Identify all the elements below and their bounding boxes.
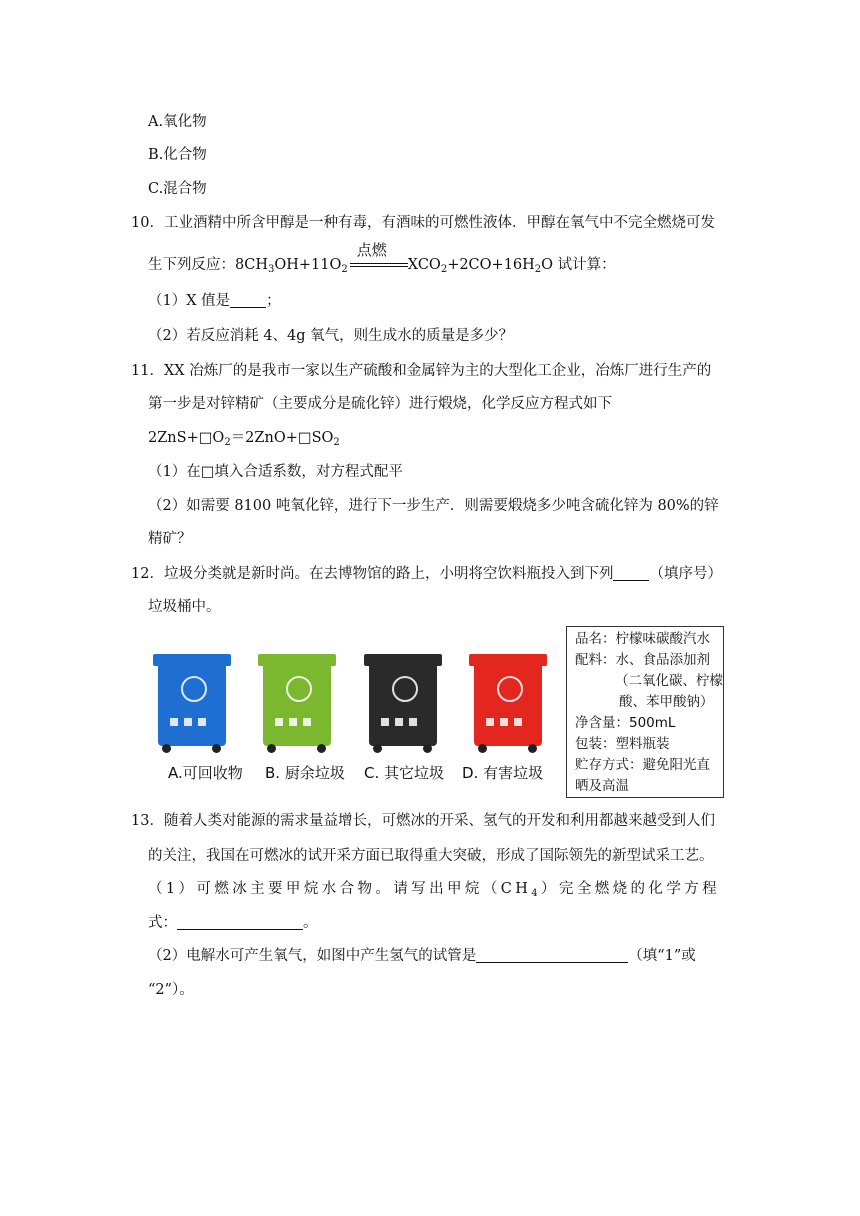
q13-text-line1: 13．随着人类对能源的需求量益增长，可燃冰的开采、氢气的开发和利用都越来越受到人们 — [131, 813, 715, 829]
option-c: C.混合物 — [148, 181, 207, 197]
q13-sub1-cont: 式： 。 — [148, 915, 318, 931]
hazard-icon — [497, 676, 523, 702]
q13-sub2-cont: “2”）。 — [148, 982, 194, 998]
option-a: A.氧化物 — [148, 114, 207, 130]
bin-caption-d: D. 有害垃圾 — [462, 764, 544, 782]
label-storage-cont: 晒及高温 — [575, 778, 629, 794]
q10-answer-blank[interactable] — [230, 292, 266, 308]
q11-sub1: （1）在□填入合适系数，对方程式配平 — [148, 464, 403, 480]
q13-sub1: （1）可燃冰主要甲烷水合物。请写出甲烷$(CH_4)$完全燃烧的化学方程 — [148, 881, 721, 899]
q10-sub2: （2）若反应消耗 4、4g 氧气，则生成水的质量是多少？ — [148, 328, 514, 344]
triangle-icon — [392, 676, 418, 702]
hazardous-waste-bin — [472, 654, 544, 756]
q11-sub2-cont: 精矿？ — [148, 531, 192, 547]
q12-text-line2: 垃圾桶中。 — [148, 599, 221, 615]
q13-equation-blank[interactable] — [177, 914, 303, 930]
food-icon — [286, 676, 312, 702]
label-packaging: 包装：塑料瓶装 — [575, 736, 670, 752]
q13-sub2: （2）电解水可产生氧气，如图中产生氢气的试管是 （填“1”或 — [148, 948, 696, 964]
q10-text-line1: 10．工业酒精中所含甲醇是一种有毒，有酒味的可燃性液体．甲醇在氧气中不完全燃烧可发 — [131, 215, 715, 231]
label-ingredients: 配料：水、食品添加剂 — [575, 652, 710, 668]
recyclable-bin — [156, 654, 228, 756]
label-storage: 贮存方式：避免阳光直 — [575, 757, 710, 773]
other-waste-bin — [367, 654, 439, 756]
option-b: B.化合物 — [148, 147, 207, 163]
kitchen-waste-bin — [261, 654, 333, 756]
q13-tube-blank[interactable] — [476, 947, 628, 963]
label-name: 品名：柠檬味碳酸汽水 — [575, 631, 710, 647]
q11-text-line1: 11．XX 冶炼厂的是我市一家以生产硫酸和金属锌为主的大型化工企业，冶炼厂进行生产的 — [131, 363, 712, 379]
q11-equation: $2ZnS+□O_2=2ZnO+□SO_2$ — [148, 430, 340, 448]
q11-sub2: （2）如需要 8100 吨氧化锌，进行下一步生产．则需要煅烧多少吨含硫化锌为 80%的锌 — [148, 498, 719, 514]
q11-text-line2: 第一步是对锌精矿（主要成分是硫化锌）进行煅烧，化学反应方程式如下 — [148, 396, 612, 412]
bin-caption-c: C. 其它垃圾 — [364, 764, 445, 782]
q10-equation: 生下列反应：$8CH_3OH+11O_2$ 点燃 $XCO_2+2CO+16H_2O$ 试计算： — [148, 241, 616, 275]
label-ingredients-cont1: （二氧化碳、柠檬 — [615, 673, 723, 689]
q13-text-line2: 的关注，我国在可燃冰的试开采方面已取得重大突破，形成了国际领先的新型试采工艺。 — [148, 848, 714, 864]
q10-sub1: （1）X 值是 ； — [148, 293, 281, 309]
q12-text-line1: 12．垃圾分类就是新时尚。在去博物馆的路上，小明将空饮料瓶投入到下列 （填序号） — [131, 566, 722, 582]
q12-answer-blank[interactable] — [613, 565, 649, 581]
bin-caption-a: A.可回收物 — [168, 764, 243, 782]
product-label — [566, 626, 724, 798]
bin-caption-b: B. 厨余垃圾 — [265, 764, 345, 782]
label-volume: 净含量：500mL — [575, 715, 676, 731]
reaction-condition: 点燃 — [348, 253, 408, 273]
label-ingredients-cont2: 酸、苯甲酸钠） — [619, 694, 714, 710]
recycle-icon — [181, 676, 207, 702]
